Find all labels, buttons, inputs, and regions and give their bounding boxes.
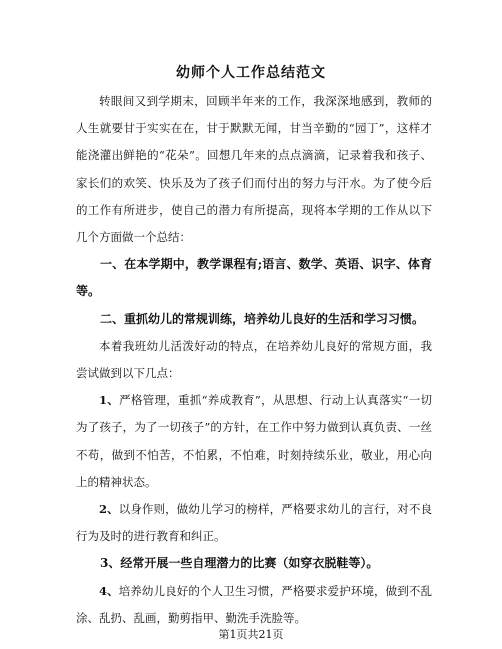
list-item-3 [76, 550, 432, 577]
paragraph-text: 培养幼儿良好的个人卫生习惯，严格要求爱护环境，做到不乱涂、乱扔、乱画，勤剪指甲、勤洗手洗脸等。 [76, 583, 432, 625]
paragraph-text: 转眼间又到学期末，回顾半年来的工作，我深深地感到，教师的人生就要甘于实实在在，甘于默默无闻，甘当辛勤的“园丁”，这样才能浇灌出鲜艳的“花朵”。回想几年来的点点滴滴，记录着我和孩子、家长们的欢笑、快乐及为了孩子们而付出的努力与汗水。为了使今后的工作有所进步，使自己的潜力有所提高，现将本学期的工作从以下几个方面做一个总结： [76, 94, 432, 245]
paragraph-text: 3、经常开展一些自理潜力的比赛（如穿衣脱鞋等）。 [100, 556, 379, 571]
page-number-footer: 第1页共21页 [218, 628, 284, 641]
paragraph-intro [76, 88, 432, 251]
list-item-number: 1、 [99, 393, 120, 408]
paragraph-text: 一、在本学期中，教学课程有;语言、数学、英语、识字、体育等。 [76, 257, 432, 299]
list-item-2 [76, 496, 432, 550]
list-item-1 [76, 387, 432, 496]
paragraph-section-2-intro [76, 333, 432, 387]
document-title: 幼师个人工作总结范文 [176, 65, 326, 81]
document-body [76, 88, 432, 632]
paragraph-text: 严格管理，重抓“养成教育”，从思想、行动上认真落实“一切为了孩子，为了一切孩子”的方针，在工作中努力做到认真负责、一丝不苟，做到不怕苦，不怕累，不怕难，时刻持续乐业，敬业，用心向上的精神状态。 [76, 393, 432, 489]
paragraph-text: 本着我班幼儿活泼好动的特点，在培养幼儿良好的常规方面，我尝试做到以下几点： [76, 338, 432, 381]
list-item-4 [76, 578, 432, 632]
list-item-number: 4、 [99, 583, 119, 598]
paragraph-text: 以身作则，做幼儿学习的榜样，严格要求幼儿的言行，对不良行为及时的进行教育和纠正。 [76, 502, 432, 544]
list-item-number: 2、 [99, 502, 119, 517]
heading-section-1 [76, 251, 432, 305]
heading-section-2 [76, 306, 432, 333]
paragraph-text: 二、重抓幼儿的常规训练，培养幼儿良好的生活和学习习惯。 [100, 311, 425, 326]
